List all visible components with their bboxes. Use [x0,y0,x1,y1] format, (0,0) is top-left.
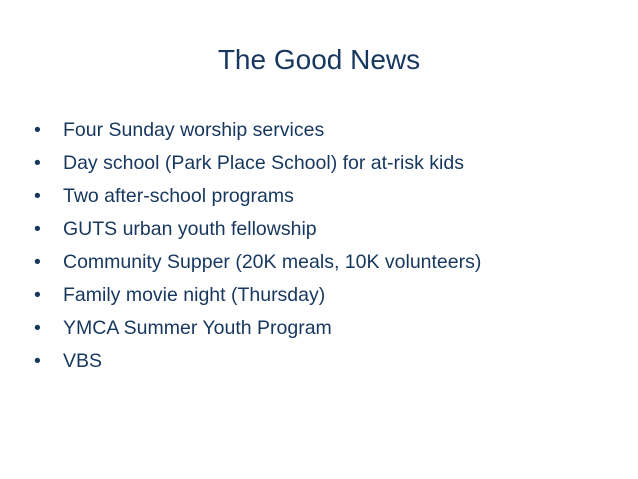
bullet-item [34,312,624,345]
bullet-item [34,114,624,147]
bullet-text: Community Supper (20K meals, 10K volunteers) [63,251,482,273]
bullet-text: YMCA Summer Youth Program [63,317,332,339]
bullet-text: Four Sunday worship services [63,119,325,141]
bullet-text: VBS [63,350,103,372]
bullet-item [34,279,624,312]
bullet-text: Day school (Park Place School) for at-risk kids [63,152,464,174]
bullet-icon: • [34,251,41,273]
bullet-icon: • [34,119,41,141]
bullet-list [34,114,624,378]
bullet-text: Family movie night (Thursday) [63,284,326,306]
bullet-item [34,180,624,213]
bullet-text: GUTS urban youth fellowship [63,218,317,240]
slide-title: The Good News [217,44,421,75]
bullet-item [34,246,624,279]
bullet-item [34,213,624,246]
bullet-item [34,147,624,180]
bullet-icon: • [34,152,41,174]
bullet-item [34,345,624,378]
bullet-icon: • [34,218,41,240]
bullet-text: Two after-school programs [63,185,294,207]
bullet-icon: • [34,317,41,339]
bullet-icon: • [34,350,41,372]
bullet-icon: • [34,284,41,306]
bullet-icon: • [34,185,41,207]
